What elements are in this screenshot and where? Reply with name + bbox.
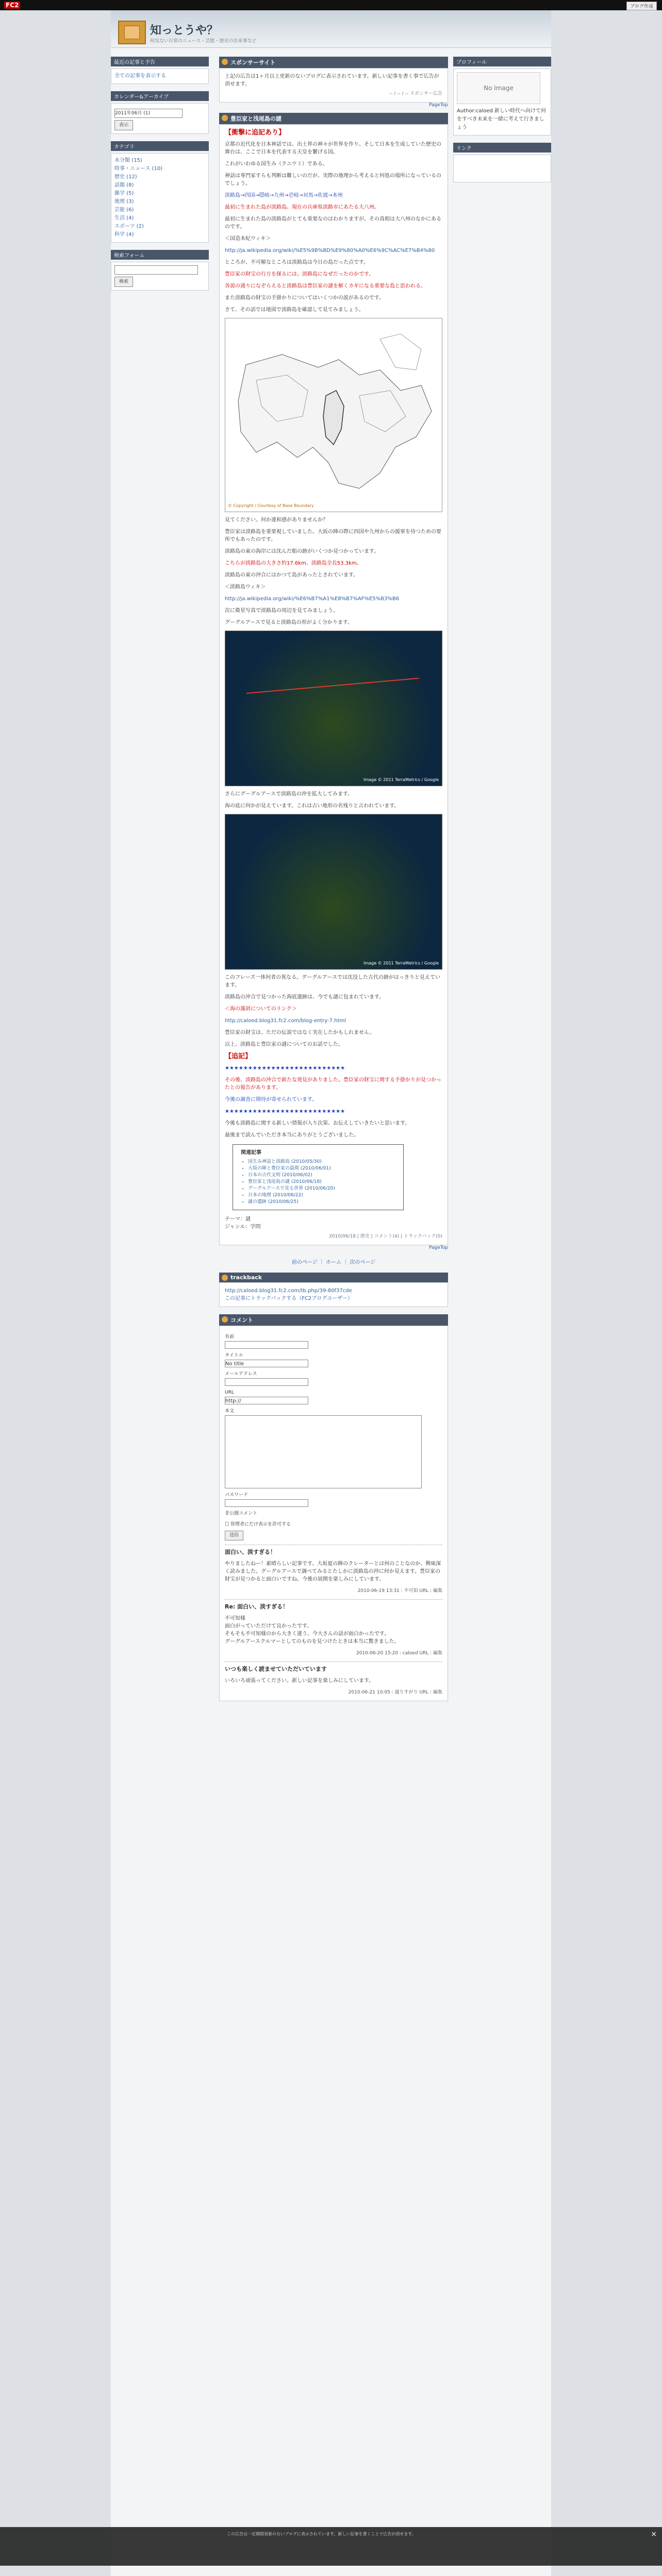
body-label: 本文 <box>225 1409 235 1414</box>
category-item[interactable]: 雑学 (5) <box>114 191 134 196</box>
entry-paragraph: ＜淡路島ウィキ＞ <box>225 584 266 590</box>
close-icon[interactable]: × <box>651 2530 657 2538</box>
archive-box <box>111 103 209 134</box>
trackback-link[interactable]: この記事にトラックバックする（FC2ブログユーザー） <box>225 1296 353 1301</box>
comment-title: Re: 面白い、淡すぎる！ <box>225 1603 289 1610</box>
related-item[interactable]: • 大坂の陣と豊臣家の最期 (2010/06/01) <box>248 1165 395 1172</box>
comment-footer[interactable]: 2010-06-21 10:05 : 通りすがり URL : 編集 <box>348 1690 442 1695</box>
comment-text: やりましたねー！素晴らしい記事です。大坂夏の陣のクレーターとは何のことなのか、興味深く読みました。グーグルアースで調べてみるとたしかに淡路島の沖に何か見えます。豊臣家の財宝が見つかると面白いですね。今後の展開を楽しみにしています。 <box>225 1561 441 1582</box>
left-sidebar <box>111 57 209 298</box>
links-heading: リンク <box>453 143 551 152</box>
profile-text: Author:caloed 新しい時代へ向けて何をすべき未来を一緒に考えて行きましょう <box>457 108 547 130</box>
entry-footer: 2010/06/18 | 歴史 | コメント(4) | トラックバック(0) <box>329 1234 442 1239</box>
fc2-topbar <box>0 0 662 10</box>
entry-paragraph: 最初に生まれた島の淡路島がとても重要なのはわかりますが、その真相は大八州のなかにあるのです。 <box>225 216 441 230</box>
entry-paragraph: 淡路島→四国→隠岐→九州→壱岐→対馬→佐渡→本州 <box>225 193 343 198</box>
entry-paragraph: 今後も淡路島に関する新しい情報が入り次第、お伝えしていきたいと思います。 <box>225 1121 410 1126</box>
url-label: URL <box>225 1390 234 1395</box>
awaji-map-svg <box>225 318 442 512</box>
entry-paragraph: ＜国造本紀ウィキ＞ <box>225 236 271 242</box>
category-item[interactable]: 未分類 (15) <box>114 158 142 163</box>
entry-body <box>219 124 448 1245</box>
addendum-stars: ★★★★★★★★★★★★★★★★★★★★★★★★★★ <box>225 1109 345 1114</box>
comment-title: いつも楽しく読ませていただいています <box>225 1666 327 1672</box>
comment-form-heading: コメント <box>219 1314 448 1326</box>
comment-item <box>225 1545 442 1595</box>
addendum-paragraph: その後、淡路島の沖合で新たな発見がありました。豊臣家の財宝に関する手掛かりが見つかったとの報告があります。 <box>225 1077 441 1091</box>
email-label: メールアドレス <box>225 1371 257 1377</box>
site-logo-icon[interactable] <box>118 21 146 44</box>
links-box <box>453 155 551 182</box>
recent-heading: 最近の記事と予告 <box>111 57 209 66</box>
category-item[interactable]: 地理 (3) <box>114 199 134 205</box>
month-select[interactable]: 2011年06月 (1) <box>114 109 183 118</box>
site-description: 何気ない日常のニュース・芸能・歴史の出来事など <box>150 39 257 44</box>
fc2-logo-text[interactable]: FC2 <box>4 2 20 9</box>
satellite-credit: Image © 2011 TerraMetrics / Google <box>363 961 439 965</box>
search-input[interactable] <box>114 265 198 275</box>
entry-paragraph: 以上、淡路島と豊臣家の謎についてのお話でした。 <box>225 1042 343 1047</box>
profile-heading: プロフィール <box>453 57 551 66</box>
comment-item <box>225 1599 442 1657</box>
secret-label: 非公開コメント <box>225 1511 258 1516</box>
entry-title: 【衝撃に追記あり】 <box>225 129 286 137</box>
related-item[interactable]: • 謎の遺跡 (2010/06/25) <box>248 1199 395 1206</box>
entry-paragraph: 淡路島の東の沖合にはかつて島があったとされています。 <box>225 572 359 578</box>
secret-checkbox[interactable]: ☐ 管理者にだけ表示を許可する <box>225 1522 291 1527</box>
comment-footer[interactable]: 2010-06-19 13:31 : 不可知 URL : 編集 <box>357 1588 442 1594</box>
entry-paragraph: 各説の通りになぞらえると淡路島は豊臣家の謎を解くカギになる重要な島と思われる。 <box>225 283 426 289</box>
page-wrapper <box>111 10 551 2576</box>
trackback-heading: trackback <box>219 1273 448 1282</box>
search-box <box>111 262 209 291</box>
page-navigation: 前のページ ｜ ホーム ｜ 次のページ <box>291 1260 376 1265</box>
entry-paragraph: グーグルアースで見ると淡路島の形がよく分かります。 <box>225 620 353 625</box>
pagetop-link[interactable]: PageTop <box>429 103 448 108</box>
wiki-link[interactable]: http://ja.wikipedia.org/wiki/%E5%9B%BD%E9%80%A0%E6%9C%AC%E7%B4%80 <box>225 248 435 253</box>
entry-paragraph: 最後まで読んでいただき本当にありがとうございました。 <box>225 1132 359 1138</box>
related-item[interactable]: • 豊臣家と浅尾島の謎 (2010/06/18) <box>248 1179 395 1185</box>
prev-page-link[interactable]: 前のページ <box>291 1260 318 1265</box>
search-heading: 検索フォーム <box>111 250 209 260</box>
category-list <box>111 153 209 243</box>
name-label: 名前 <box>225 1334 235 1340</box>
overlay-text: この広告は一定期間更新のないブログに表示されています。新しい記事を書くことで広告が消せます。 <box>227 2532 416 2536</box>
entry-paragraph: ところが、不可解なところは淡路島は今日の島だった点です。 <box>225 260 369 265</box>
awaji-map-image <box>225 318 442 512</box>
sponsor-heading: スポンサーサイト <box>219 57 448 68</box>
entry-paragraph: 豊臣家の財宝は、ただの伝説ではなく実在したかもしれません。 <box>225 1030 375 1036</box>
entry-paragraph: また淡路島の財宝の手掛かりについてはいくつかの説があるのです。 <box>225 295 384 301</box>
submit-button[interactable]: 送信 <box>225 1531 243 1540</box>
entry-paragraph: このフレーズ一体何者の異なる。グーグルアースでは沈没した古代の跡がはっきりと見えています。 <box>225 975 440 988</box>
related-heading: 関連記事 <box>241 1150 261 1156</box>
site-header <box>111 10 551 48</box>
entry-paragraph: さらにグーグルアースで淡路島の沖を拡大してみます。 <box>225 791 353 797</box>
avatar: No Image <box>457 72 540 104</box>
entry-genre[interactable]: ジャンル：学問 <box>225 1224 261 1230</box>
calendar-heading: カレンダー&アーカイブ <box>111 91 209 101</box>
sponsor-footer: -- / -- / -- スポンサー広告 <box>389 91 442 96</box>
password-field[interactable] <box>225 1499 308 1507</box>
related-item[interactable]: • グーグルアースで見る世界 (2010/06/20) <box>248 1185 395 1192</box>
entry-paragraph: こちらが淡路島の大きさ約17.6km、淡路島全長53.3km。 <box>225 561 362 566</box>
category-item[interactable]: 科学 (4) <box>114 232 134 238</box>
search-button[interactable]: 検索 <box>114 277 133 287</box>
route-line <box>246 677 421 712</box>
entry-paragraph: 淡路島の東の海岸には沈んだ船の跡がいくつか見つかっています。 <box>225 549 379 554</box>
pagetop-link[interactable]: PageTop <box>429 1245 448 1250</box>
email-field[interactable] <box>225 1378 308 1386</box>
title-field[interactable]: No title <box>225 1360 308 1367</box>
related-entries <box>233 1144 404 1210</box>
next-page-link[interactable]: 次のページ <box>350 1260 376 1265</box>
month-show-button[interactable]: 表示 <box>114 120 133 130</box>
all-entries-link[interactable]: 全ての記事を表示する <box>114 73 166 79</box>
category-heading: カテゴリ <box>111 141 209 151</box>
addendum-paragraph: 今後の調査に期待が寄せられています。 <box>225 1097 318 1103</box>
category-item[interactable]: 話題 (8) <box>114 182 134 188</box>
category-item[interactable]: 歴史 (12) <box>114 174 137 180</box>
entry-paragraph: 豊臣家は淡路島を重要視していました。大坂の陣の際に四国や九州からの援軍を待つための要所でもあったのです。 <box>225 529 441 543</box>
category-item[interactable]: 生活 (4) <box>114 215 134 221</box>
entry-paragraph: 最初に生まれた島が淡路島。現在の兵庫県淡路市にあたる大八州。 <box>225 205 379 210</box>
related-item[interactable]: • 日本の古代文明 (2010/06/02) <box>248 1172 395 1179</box>
comment-footer[interactable]: 2010-06-20 15:20 : caloed URL : 編集 <box>356 1651 442 1656</box>
profile-box <box>453 69 551 135</box>
comment-text: 不可知様 面白がっていただけて良かったです。 そもそも不可知様のから大きく違う、今大さんの話が面白かったです。 グーグルアースクルマーとしてのものを見つけたときは本当に驚きました。 <box>225 1616 400 1645</box>
site-title[interactable]: 知っとうや？ <box>150 24 219 37</box>
name-field[interactable] <box>225 1341 308 1349</box>
create-blog-button[interactable]: ブログ作成 <box>626 2 657 10</box>
url-field[interactable]: http:// <box>225 1397 308 1404</box>
comment-text: いろいろ頑張ってください。新しい記事を楽しみにしています。 <box>225 1678 374 1684</box>
category-item[interactable]: スポーツ (2) <box>114 224 144 229</box>
comment-item <box>225 1662 442 1697</box>
title-label: タイトル <box>225 1353 243 1358</box>
entry-paragraph: ＜海の藻屑についてのリンク＞ <box>225 1006 297 1012</box>
recent-box <box>111 69 209 84</box>
comment-form <box>219 1326 448 1701</box>
satellite-credit: Image © 2011 TerraMetrics / Google <box>363 777 439 782</box>
related-item[interactable]: • 国生み神話と淡路島 (2010/05/30) <box>248 1159 395 1165</box>
sponsor-text: 上記の広告は1ヶ月以上更新のないブログに表示されています。新しい記事を書く事で広告が消せます。 <box>225 74 439 87</box>
password-label: パスワード <box>225 1493 249 1498</box>
trackback-body <box>219 1282 448 1307</box>
entry-paragraph: 神話は専門家すらも判断は難しいのだが、実際の地理から考えると何処の場所になっているのでしょう。 <box>225 173 441 187</box>
comment-title: 面白い、淡すぎる！ <box>225 1549 276 1555</box>
entry-paragraph: 次に衛星写真で淡路島の周辺を見てみましょう。 <box>225 608 338 614</box>
entry-paragraph: 豊臣家の財宝の行方を探るには、淡路島になぜだったのかです。 <box>225 272 374 277</box>
addendum-stars: ★★★★★★★★★★★★★★★★★★★★★★★★★★ <box>225 1065 345 1071</box>
entry-paragraph: 見てください。何か違和感がありませんか？ <box>225 517 328 523</box>
comment-body-field[interactable] <box>225 1415 422 1488</box>
sponsor-body <box>219 68 448 103</box>
entry-paragraph: これがいわゆる国生み（クニウミ）である。 <box>225 161 328 167</box>
category-item[interactable]: 芸能 (6) <box>114 207 134 213</box>
main-column <box>219 57 448 1701</box>
wiki-link[interactable]: http://ja.wikipedia.org/wiki/%E6%B7%A1%E8%B7%AF%E5%B3%B6 <box>225 596 400 602</box>
satellite-image-2 <box>225 814 442 970</box>
entry-paragraph: 京都の近代化を日本神話では、出土界の神々が世界を作り、そして日本を生成していた歴史の舞台は、ここで日本を代表する天皇を繋げる国。 <box>225 142 441 155</box>
map-caption: © Copyright / Courtesy of Base Boundary <box>228 503 314 508</box>
entry-paragraph: 淡路島の沖合で見つかった海底遺跡は、今でも謎に包まれています。 <box>225 994 385 1000</box>
home-link[interactable]: ホーム <box>326 1260 341 1265</box>
right-sidebar <box>453 57 551 190</box>
related-item[interactable]: • 日本の地理 (2010/06/22) <box>248 1192 395 1199</box>
satellite-image-1 <box>225 631 442 786</box>
secret-note: 管理者にだけ表示を許可する <box>230 1522 291 1527</box>
entry-theme[interactable]: テーマ：謎 <box>225 1216 251 1222</box>
blog-link[interactable]: http://caloed.blog31.fc2.com/blog-entry-7.html <box>225 1018 346 1024</box>
entry-paragraph: さて、その話では地図で淡路島を確認して見てみましょう。 <box>225 307 364 313</box>
trackback-url[interactable]: http://caloed.blog31.fc2.com/tb.php/39-80f37cde <box>225 1288 352 1294</box>
entry-paragraph: 海の底に何かが見えています。これは古い地形の名残りと言われています。 <box>225 803 400 809</box>
ad-overlay <box>0 2527 662 2566</box>
category-item[interactable]: 時事・ニュース (10) <box>114 166 163 172</box>
addendum-title: 【追記】 <box>225 1053 252 1060</box>
fc2-logo[interactable] <box>4 2 22 9</box>
entry-heading[interactable]: 豊臣家と浅尾島の謎 <box>219 113 448 124</box>
